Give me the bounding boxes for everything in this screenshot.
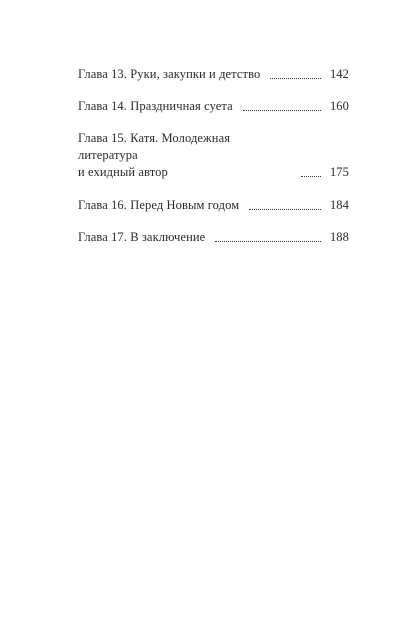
toc-page-number: 142: [329, 67, 349, 81]
toc-entry-title: Глава 16. Перед Новым годом: [78, 198, 240, 212]
toc-entry-title: Глава 14. Праздничная суета: [78, 99, 233, 113]
toc-page-number: 188: [329, 230, 349, 244]
toc-entry-chapter-16[interactable]: [78, 197, 349, 214]
toc-entry-title: Глава 15. Катя. Молодежная литература и ехидный автор: [78, 131, 231, 179]
toc-entry-chapter-14[interactable]: [78, 98, 349, 115]
toc-dot-leader: [249, 209, 321, 210]
toc-page-number: 184: [329, 198, 349, 212]
toc-dot-leader: [301, 176, 321, 177]
toc-page-number: 160: [329, 99, 349, 113]
toc-dot-leader: [270, 78, 321, 79]
toc-dot-leader: [215, 241, 321, 242]
table-of-contents: [78, 66, 349, 261]
toc-page-number: 175: [329, 165, 349, 179]
toc-entry-chapter-17[interactable]: [78, 229, 349, 246]
toc-entry-title: Глава 13. Руки, закупки и детство: [78, 67, 261, 81]
toc-entry-chapter-13[interactable]: [78, 66, 349, 83]
toc-entry-title: Глава 17. В заключение: [78, 230, 206, 244]
toc-dot-leader: [243, 110, 321, 111]
toc-entry-chapter-15[interactable]: [78, 130, 349, 181]
